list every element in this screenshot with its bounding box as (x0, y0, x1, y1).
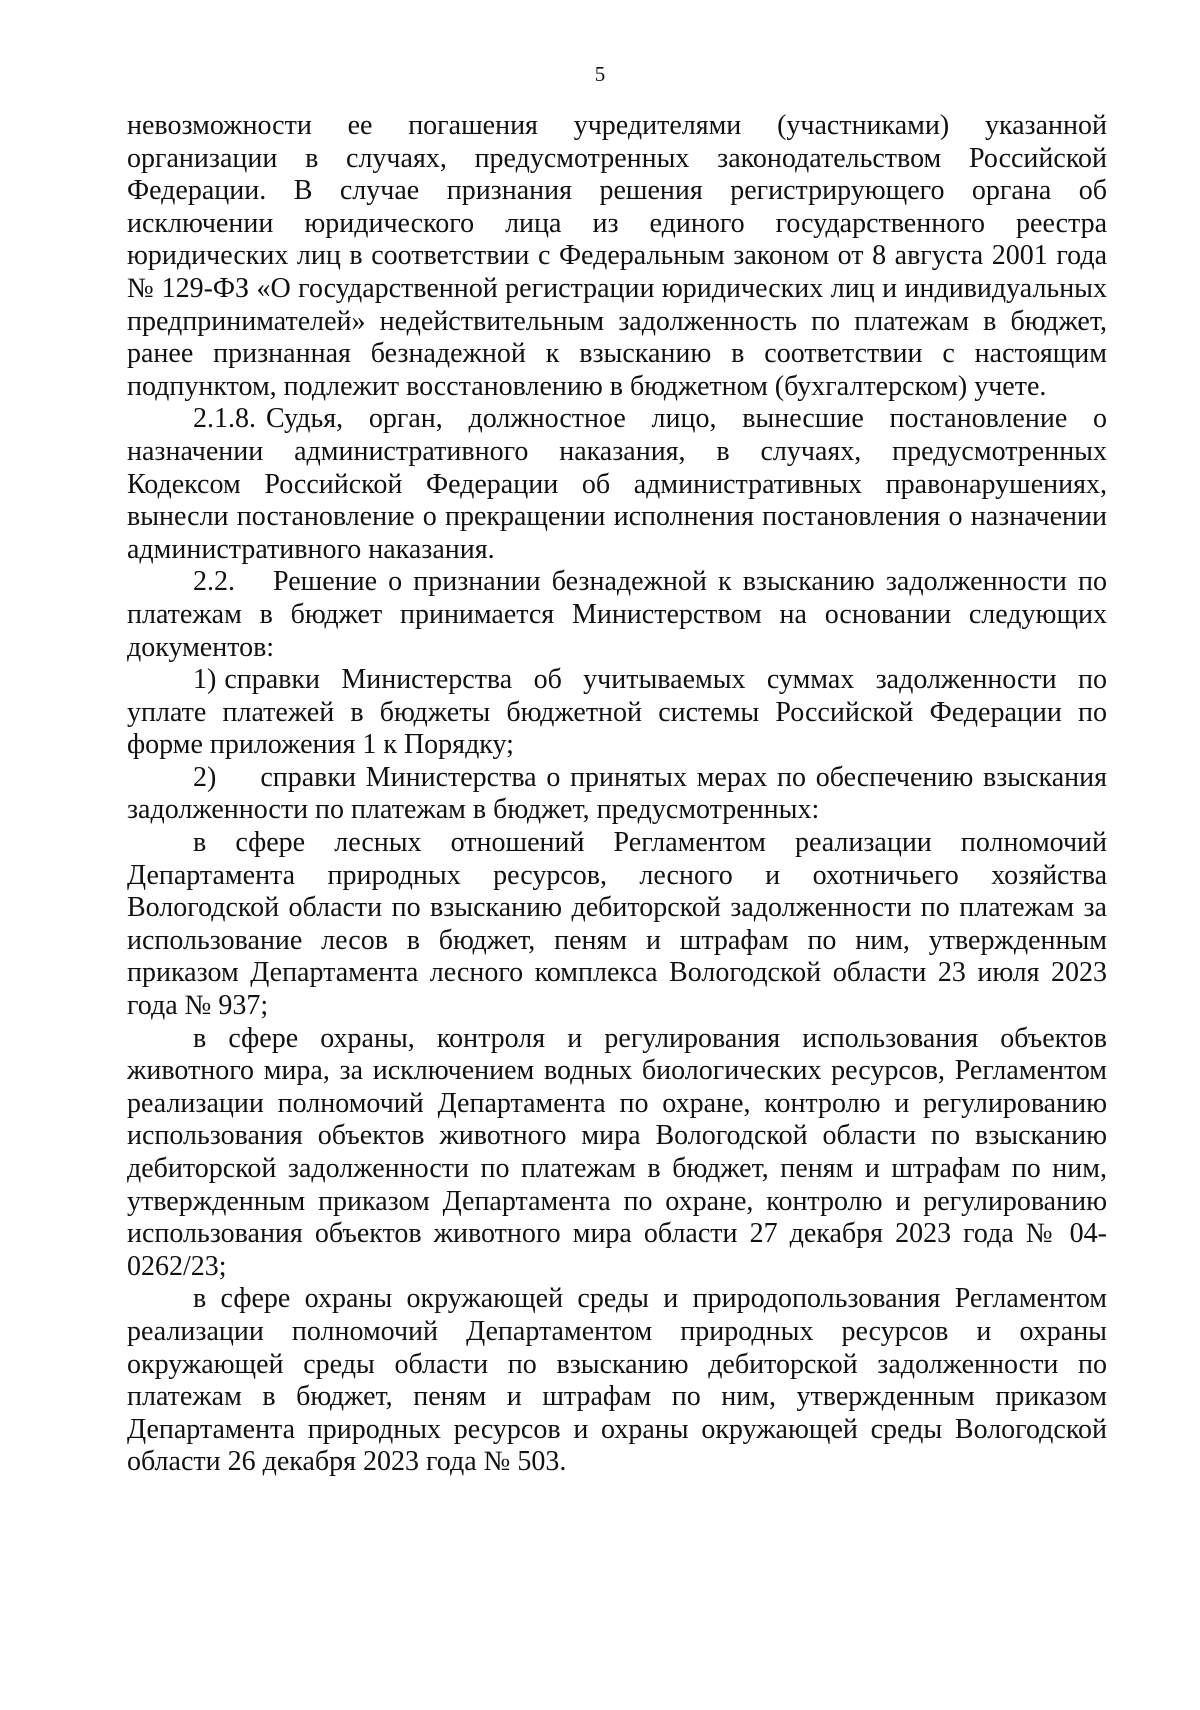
paragraph-2-1-8 (127, 403, 1107, 566)
paragraph-wildlife: в сфере охраны, контроля и регулирования использования объектов животного мира, за исключением водных биологических ресурсов, Регламентом реализации полномочий Департамента по охране, контролю и регулированию использования объектов животного мира Вологодской области по взысканию дебиторской задолженности по платежам в бюджет, пеням и штрафам по ним, утвержденным приказом Департамента по охране, контролю и регулированию использования объектов животного мира области 27 декабря 2023 года № 04-0262/23; (127, 1022, 1107, 1282)
list-item-1 (127, 664, 1107, 762)
paragraph-text: Судья, орган, должностное лицо, вынесшие постановление о назначении административного наказания, в случаях, предусмотренных Кодексом Российской Федерации об административных правонарушениях, вынесли постановление о прекращении исполнения постановления о назначении административного наказания. (127, 403, 1107, 565)
page-number: 5 (594, 62, 606, 86)
paragraph-2-2 (127, 566, 1107, 664)
list-item-number: 1) (193, 664, 217, 696)
paragraph-text: Решение о признании безнадежной к взысканию задолженности по платежам в бюджет принимается Министерством на основании следующих документов: (127, 566, 1107, 663)
list-item-number: 2) (193, 761, 217, 793)
paragraph-number: 2.1.8. (193, 403, 256, 435)
paragraph-forestry: в сфере лесных отношений Регламентом реализации полномочий Департамента природных ресурсов, лесного и охотничьего хозяйства Вологодской области по взысканию дебиторской задолженности по платежам за использование лесов в бюджет, пеням и штрафам по ним, утвержденным приказом Департамента лесного комплекса Вологодской области 23 июля 2023 года № 937; (127, 827, 1107, 1022)
paragraph-continuation: невозможности ее погашения учредителями (участниками) указанной организации в случаях, предусмотренных законодательством Российской Федерации. В случае признания решения регистрирующего органа об исключении юридического лица из единого государственного реестра юридических лиц в соответствии с Федеральным законом от 8 августа 2001 года № 129-ФЗ «О государственной регистрации юридических лиц и индивидуальных предпринимателей» недействительным задолженность по платежам в бюджет, ранее признанная безнадежной к взысканию в соответствии с настоящим подпунктом, подлежит восстановлению в бюджетном (бухгалтерском) учете. (127, 110, 1107, 402)
document-body (127, 110, 1107, 1479)
paragraph-environment: в сфере охраны окружающей среды и природопользования Регламентом реализации полномочий Департаментом природных ресурсов и охраны окружающей среды области по взысканию дебиторской задолженности по платежам в бюджет, пеням и штрафам по ним, утвержденным приказом Департамента природных ресурсов и охраны окружающей среды Вологодской области 26 декабря 2023 года № 503. (127, 1283, 1107, 1478)
list-item-text: справки Министерства о принятых мерах по обеспечению взыскания задолженности по платежам в бюджет, предусмотренных: (127, 761, 1107, 826)
list-item-2 (127, 762, 1107, 827)
list-item-text: справки Министерства об учитываемых суммах задолженности по уплате платежей в бюджеты бюджетной системы Российской Федерации по форме приложения 1 к Порядку; (127, 664, 1107, 761)
paragraph-number: 2.2. (193, 566, 235, 598)
